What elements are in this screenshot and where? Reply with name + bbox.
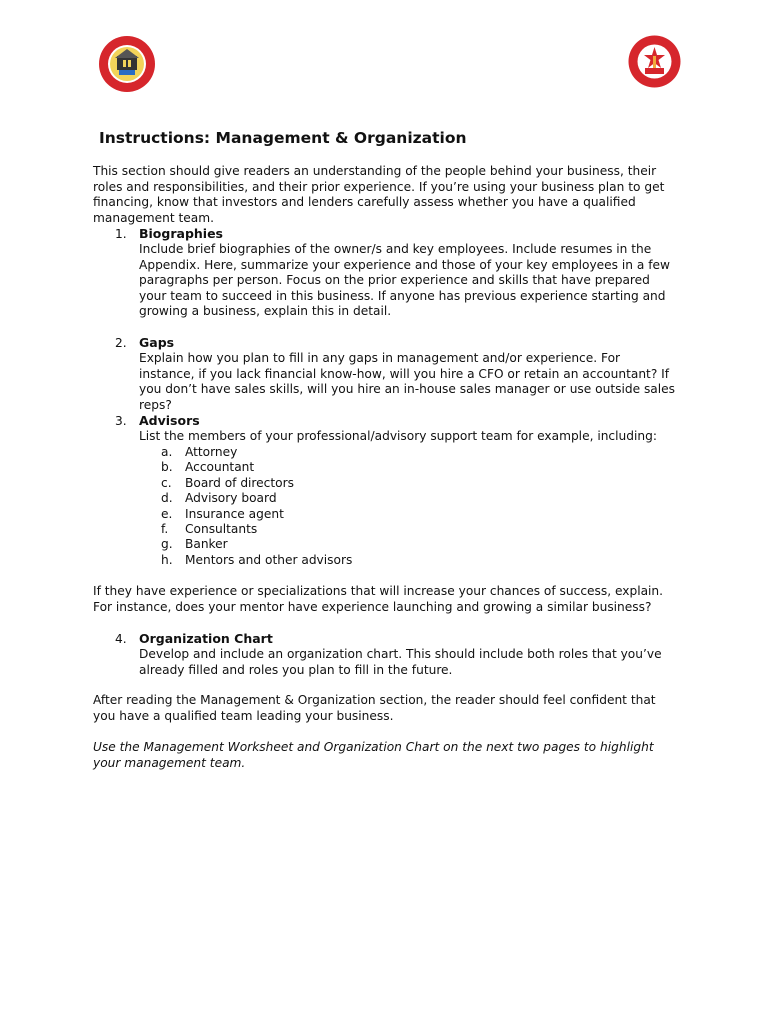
school-seal-logo-left (97, 34, 157, 94)
section-4-body: Develop and include an organization chart. This should include both roles that you’ve already filled and roles you plan to fill in the future. (139, 647, 662, 677)
list-item-letter: g. (161, 537, 173, 552)
list-item-letter: b. (161, 460, 173, 475)
section-2-number: 2. (115, 336, 127, 350)
list-item (161, 507, 352, 522)
list-item-text: Attorney (185, 445, 238, 459)
intro-paragraph: This section should give readers an understanding of the people behind your business, their roles and responsibilities, and their prior experience. If you’re using your business plan to get financing, know that investors and lenders carefully assess whether you have a qualified management team. (93, 164, 665, 225)
advisors-list (161, 445, 352, 568)
section-3-heading: Advisors (139, 413, 200, 428)
section-1-body: Include brief biographies of the owner/s and key employees. Include resumes in the Appendix. Here, summarize your experience and those of your key employees in a few paragraphs per person. Focus on the prior experience and skills that have prepared your team to succeed in this business. If anyone has previous experience starting and growing a business, explain this in detail. (139, 242, 670, 318)
section-2-body: Explain how you plan to fill in any gaps in management and/or experience. For instance, if you lack financial know-how, will you hire a CFO or retain an accountant? If you don’t have sales skills, will you hire an in-house sales manager or use outside sales reps? (139, 351, 675, 412)
list-item-text: Board of directors (185, 475, 294, 490)
list-item-letter: d. (161, 491, 173, 506)
section-3-body: List the members of your professional/advisory support team for example, including: (139, 429, 657, 443)
worksheet-note: Use the Management Worksheet and Organization Chart on the next two pages to highlight your management team. (93, 740, 654, 770)
list-item-letter: e. (161, 506, 173, 521)
list-item (161, 476, 352, 491)
page-title: Instructions: Management & Organization (99, 129, 467, 147)
list-item-letter: f. (161, 522, 169, 537)
list-item-letter: a. (161, 445, 173, 459)
section-3-number: 3. (115, 414, 127, 428)
list-item (161, 491, 352, 506)
section-4-heading: Organization Chart (139, 631, 273, 646)
advisors-followup-paragraph: If they have experience or specializations that will increase your chances of success, explain. For instance, does your mentor have experience launching and growing a similar business? (93, 584, 664, 614)
section-1-number: 1. (115, 227, 127, 241)
list-item-text: Insurance agent (185, 506, 284, 521)
list-item (161, 445, 352, 460)
list-item (161, 553, 352, 568)
list-item-text: Advisory board (185, 491, 277, 506)
list-item (161, 460, 352, 475)
list-item-text: Accountant (185, 460, 255, 475)
section-2-heading: Gaps (139, 335, 175, 350)
list-item-text: Consultants (185, 522, 258, 537)
list-item-letter: c. (161, 475, 172, 490)
list-item (161, 537, 352, 552)
closing-paragraph: After reading the Management & Organization section, the reader should feel confident that you have a qualified team leading your business. (93, 693, 656, 723)
section-4-number: 4. (115, 632, 127, 646)
section-1-heading: Biographies (139, 226, 223, 241)
list-item (161, 522, 352, 537)
list-item-text: Mentors and other advisors (185, 552, 353, 567)
list-item-text: Banker (185, 537, 228, 552)
list-item-letter: h. (161, 552, 173, 567)
school-seal-logo-right (627, 34, 682, 89)
